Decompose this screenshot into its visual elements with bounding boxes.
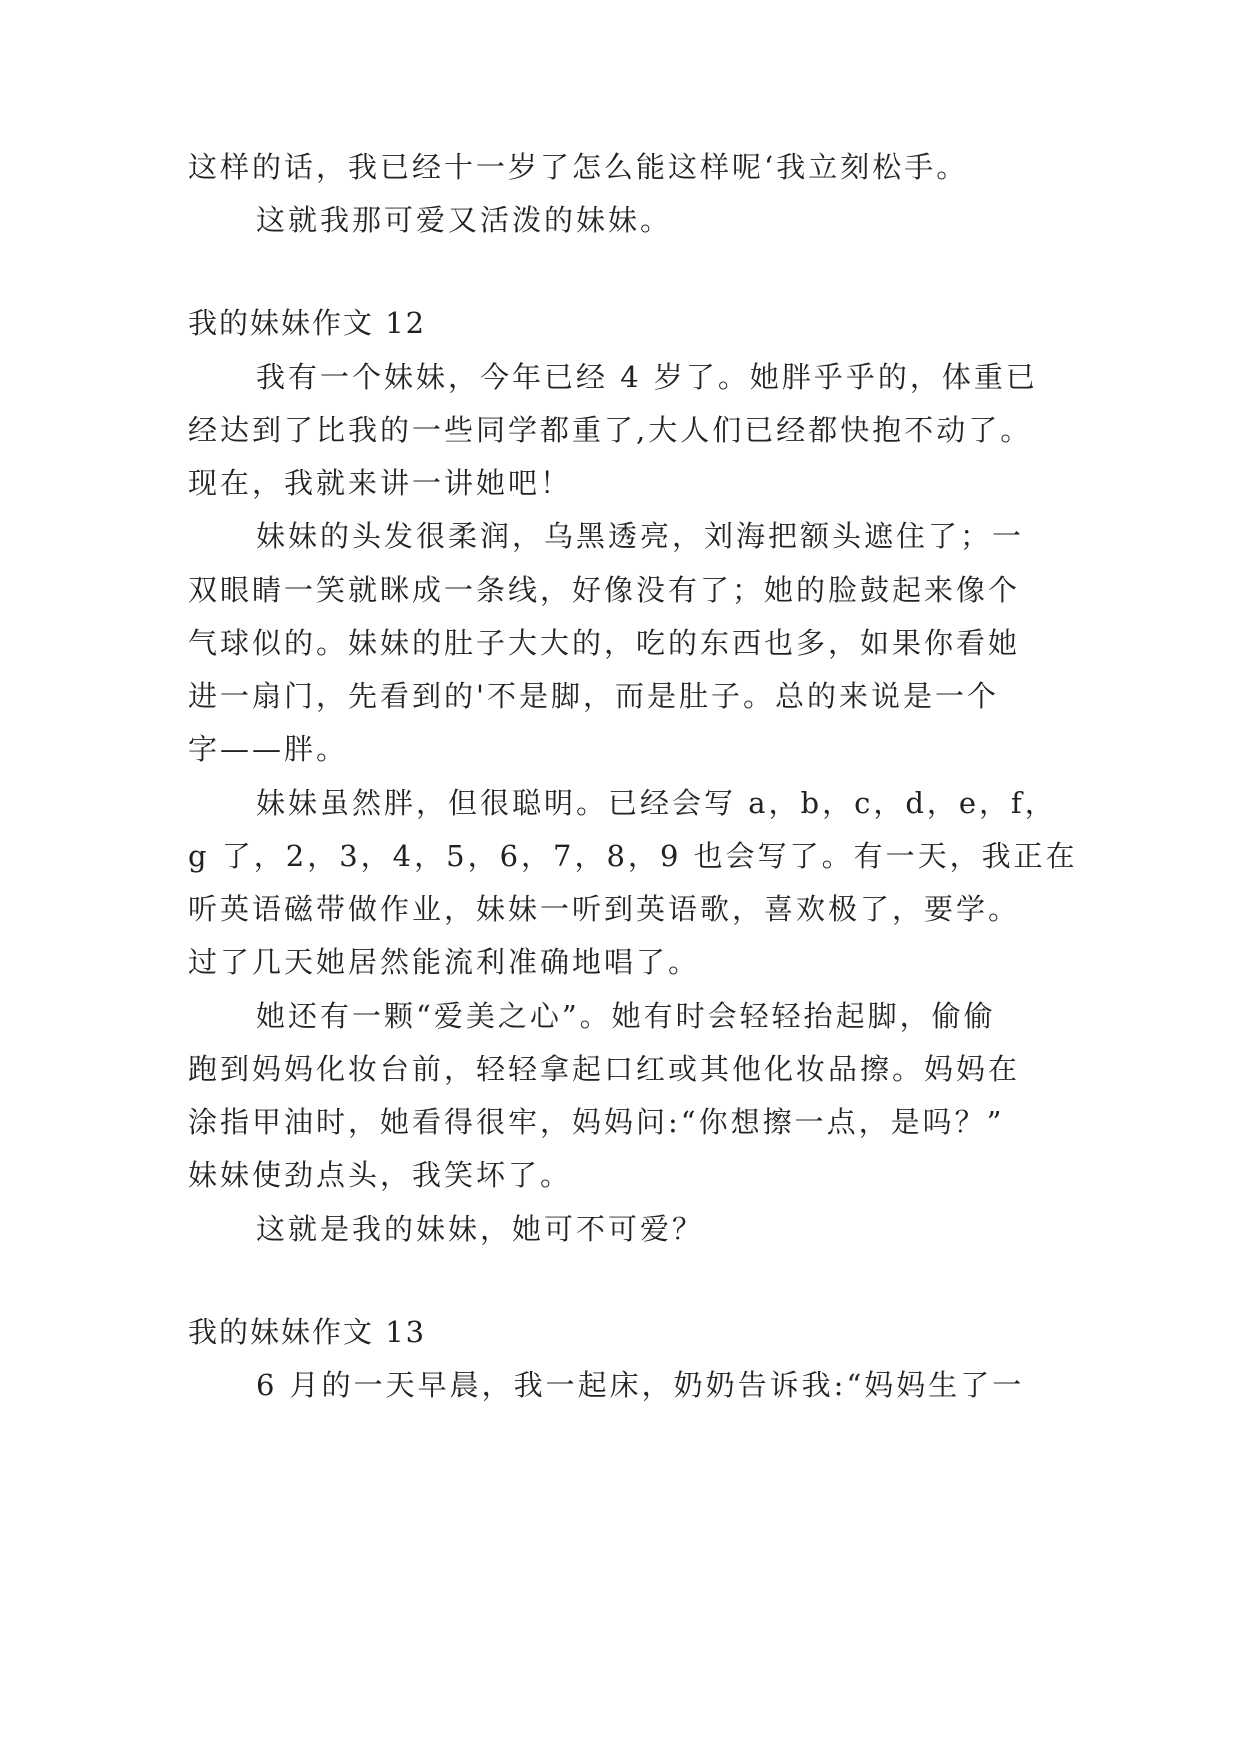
paragraph-line: 字——胖。: [188, 732, 349, 766]
paragraph-line: 现在，我就来讲一讲她吧！: [188, 466, 573, 500]
paragraph-line: 她还有一颗“爱美之心”。她有时会轻轻抬起脚，偷偷: [256, 999, 996, 1033]
paragraph-line: 6 月的一天早晨，我一起床，奶奶告诉我:“妈妈生了一: [256, 1368, 1025, 1402]
paragraph-line: 妹妹的头发很柔润，乌黑透亮，刘海把额头遮住了；一: [256, 519, 1025, 553]
paragraph-line: 过了几天她居然能流利准确地唱了。: [188, 945, 701, 979]
paragraph-line: 涂指甲油时，她看得很牢，妈妈问:“你想擦一点，是吗？”: [188, 1105, 1005, 1139]
paragraph-line: 妹妹使劲点头，我笑坏了。: [188, 1158, 573, 1192]
paragraph-line: 经达到了比我的一些同学都重了,大人们已经都快抱不动了。: [188, 413, 1033, 447]
section-heading: 我的妹妹作文 12: [188, 306, 427, 340]
section-heading: 我的妹妹作文 13: [188, 1315, 427, 1349]
paragraph-line: 跑到妈妈化妆台前，轻轻拿起口红或其他化妆品擦。妈妈在: [188, 1052, 1021, 1086]
paragraph-line: 双眼睛一笑就眯成一条线，好像没有了；她的脸鼓起来像个: [188, 573, 1021, 607]
paragraph-line: 进一扇门，先看到的'不是脚，而是肚子。总的来说是一个: [188, 679, 999, 713]
paragraph-line: 听英语磁带做作业，妹妹一听到英语歌，喜欢极了，要学。: [188, 892, 1021, 926]
paragraph-line: 妹妹虽然胖，但很聪明。已经会写 a，b，c，d，e，f，: [256, 786, 1057, 820]
paragraph-line: 气球似的。妹妹的肚子大大的，吃的东西也多，如果你看她: [188, 626, 1021, 660]
paragraph-line: g 了，2，3，4，5，6，7，8，9 也会写了。有一天，我正在: [188, 839, 1078, 873]
paragraph-line: 这就我那可爱又活泼的妹妹。: [256, 203, 673, 237]
paragraph-line: 这样的话，我已经十一岁了怎么能这样呢‘我立刻松手。: [188, 150, 969, 184]
paragraph-line: 我有一个妹妹，今年已经 4 岁了。她胖乎乎的，体重已: [256, 360, 1038, 394]
paragraph-line: 这就是我的妹妹，她可不可爱？: [256, 1212, 705, 1246]
